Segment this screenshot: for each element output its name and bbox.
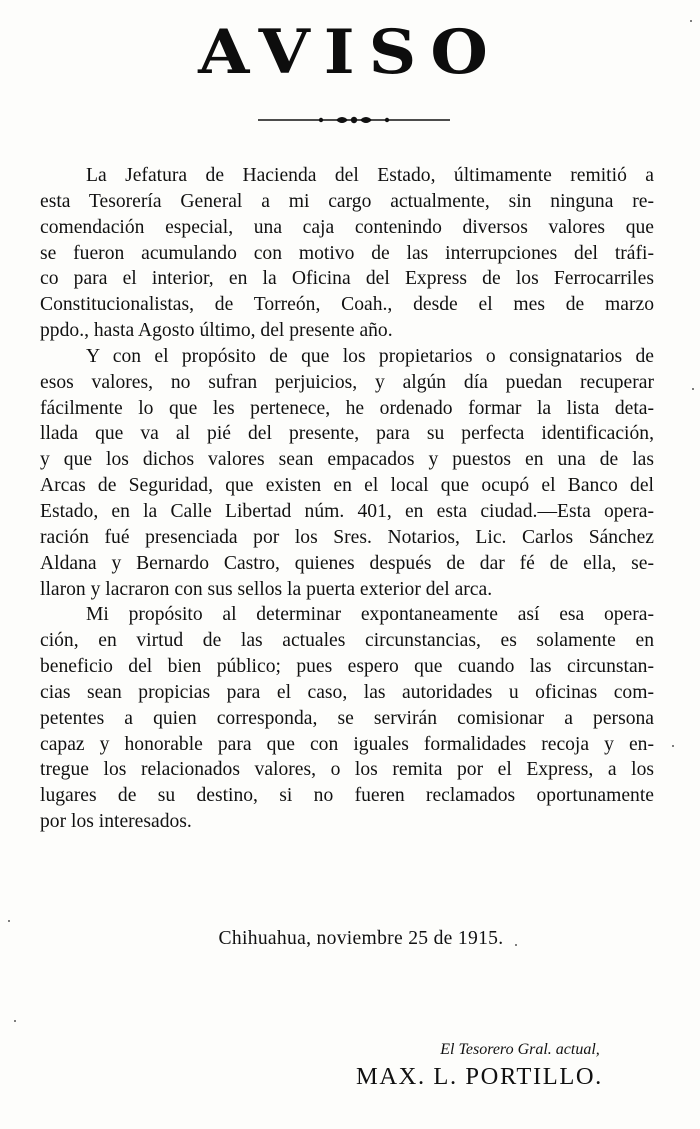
text-line: lugares de su destino, si no fueren reclamados oportunamente	[40, 785, 654, 807]
text-line: esos valores, no sufran perjuicios, y algún día puedan recuperar	[40, 371, 654, 393]
text-line: tregue los relacionados valores, o los remita por el Express, a los	[40, 759, 654, 781]
text-line: Estado, en la Calle Libertad núm. 401, en esta ciudad.—Esta opera-	[40, 500, 654, 522]
text-line: La Jefatura de Hacienda del Estado, últimamente remitió a	[86, 165, 654, 186]
print-speck	[8, 920, 10, 922]
print-speck	[672, 745, 674, 747]
dateline: Chihuahua, noviembre 25 de 1915.	[218, 928, 504, 949]
text-line: ppdo., hasta Agosto último, del presente año.	[40, 320, 393, 342]
text-line: fácilmente lo que les pertenece, he ordenado formar la lista deta-	[40, 397, 654, 419]
text-line: beneficio del bien público; pues espero que cuando las circunstan-	[40, 656, 654, 678]
text-line: se fueron acumulando con motivo de las interrupciones del tráfi-	[40, 242, 654, 264]
text-line: Arcas de Seguridad, que existen en el local que ocupó el Banco del	[40, 475, 654, 497]
text-line: petentes a quien corresponda, se servirán comisionar a persona	[40, 707, 654, 729]
text-line: llada que va al pié del presente, para su perfecta identificación,	[40, 423, 654, 445]
text-line: capaz y honorable para que con iguales formalidades recoja y en-	[40, 733, 654, 755]
text-line: comendación especial, una caja contenindo diversos valores que	[40, 216, 654, 238]
text-line: Constitucionalistas, de Torreón, Coah., desde el mes de marzo	[40, 294, 654, 316]
text-line: co para el interior, en la Oficina del Express de los Ferrocarriles	[40, 268, 654, 290]
text-line: y que los dichos valores sean empacados y puestos en una de las	[40, 449, 654, 471]
text-line: cias sean propicias para el caso, las autoridades u oficinas com-	[40, 681, 654, 703]
text-line: Y con el propósito de que los propietarios o consignatarios de	[86, 345, 654, 367]
text-line: Mi propósito al determinar expontaneamente así esa opera-	[86, 604, 654, 626]
text-line: por los interesados.	[40, 811, 192, 833]
paragraph-1	[40, 163, 654, 344]
print-speck	[692, 388, 694, 390]
print-speck	[14, 1020, 16, 1022]
notice-title: AVISO	[198, 16, 502, 88]
print-speck	[690, 20, 692, 22]
paragraph-2	[40, 344, 654, 602]
signatory-role: El Tesorero Gral. actual,	[440, 1041, 600, 1058]
text-line: ción, en virtud de las actuales circunstancias, es solamente en	[40, 630, 654, 652]
text-line: ración fué presenciada por los Sres. Notarios, Lic. Carlos Sánchez	[40, 526, 654, 548]
paragraph-3	[40, 602, 654, 835]
text-line: Aldana y Bernardo Castro, quienes después de dar fé de ella, se-	[40, 552, 654, 574]
text-line: esta Tesorería General a mi cargo actualmente, sin ninguna re-	[40, 190, 654, 212]
ornament-divider	[258, 113, 450, 127]
print-speck	[515, 944, 517, 946]
notice-body	[40, 163, 654, 835]
signatory-name: MAX. L. PORTILLO.	[356, 1063, 603, 1090]
text-line: llaron y lacraron con sus sellos la puerta exterior del arca.	[40, 578, 493, 600]
